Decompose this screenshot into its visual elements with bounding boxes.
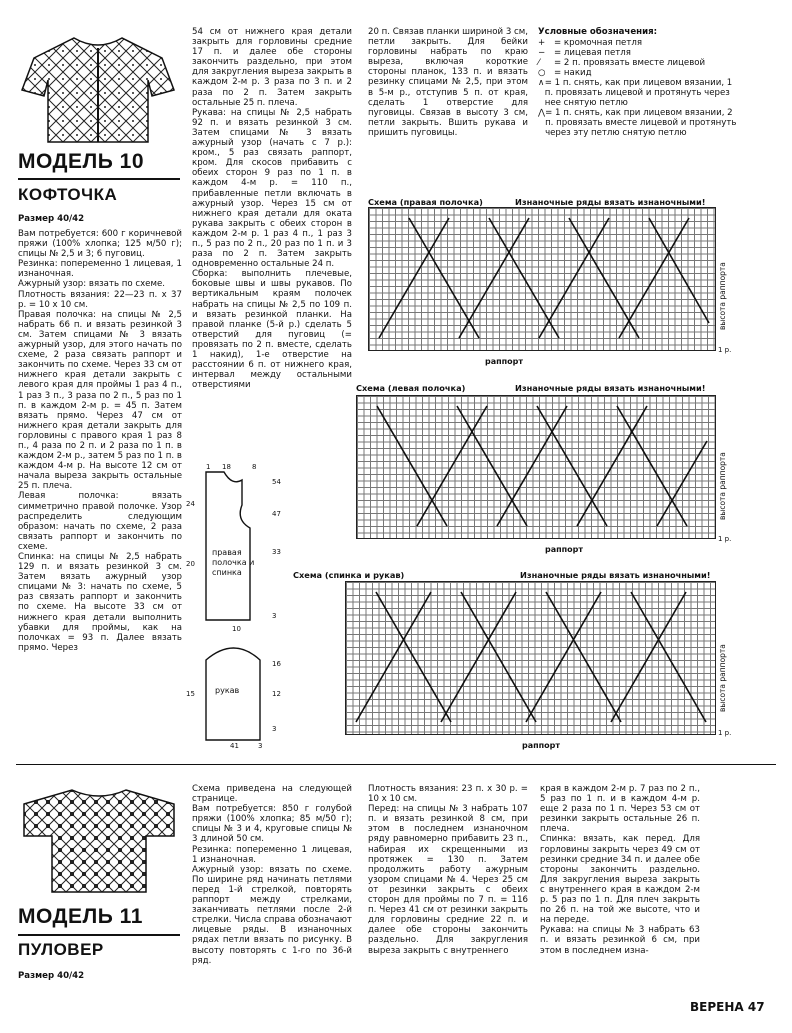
chart3-rapport: раппорт <box>522 741 561 750</box>
legend-item: ⁄ = 2 п. провязать вместе лицевой <box>538 58 706 68</box>
dim-label: 10 <box>232 625 241 633</box>
chart3-title: Схема (спинка и рукав) <box>293 570 405 580</box>
chart3-height-label: высота раппорта <box>718 644 727 712</box>
chart2-grid <box>356 395 716 539</box>
model10-name: КОФТОЧКА <box>18 185 118 204</box>
chart2-row-label: 1 р. <box>718 535 732 543</box>
magazine-name: ВЕРЕНА <box>690 1000 744 1014</box>
front-back-label: правая полочка и спинка <box>212 548 255 577</box>
dim-label: 54 <box>272 478 281 486</box>
dim-label: 16 <box>272 660 281 668</box>
section-divider <box>16 764 776 765</box>
chart1-note: Изнаночные ряды вязать изнаночными! <box>515 197 706 207</box>
dim-label: 3 <box>258 742 263 750</box>
model10-text-col1: Вам потребуется: 600 г коричневой пряжи (100% хлопка; 125 м/50 г); спицы № 2,5 и 3; 6 пуговиц. Резинка: попеременно 1 лицевая, 1 изнаночная. Ажурный узор: вязать по схеме. Плотность вязания: 22—23 п. х 37 р. = 10 х 10 см. Правая полочка: на спицы № 2,5 набрать 66 п. и вязать резинкой 3 см. Затем спицами № 3 вязать ажурный узор, для этого начать по схеме, 2 раза связать раппорт и закончить по схеме. Через 33 см от нижнего края детали закрыть с левого края для проймы 1 раз 4 п., 1 раз 3 п., 3 раза по 2 п., 5 раз по 1 п. в каждом 2-м р. = 45 п. Затем вязать прямо. Через 47 см от нижнего края детали закрыть для горловины с правого края 1 раз 8 п., 4 раза по 2 п. и 2 раза по 1 п. в каждом 2-м р., затем 5 раз по 1 п. в каждом 4-м р. На высоте 12 см от начала выреза закрыть остальные 25 п. плеча. Левая полочка: вязать симметрично правой полочке. Узор распределить следующим образом: начать по схеме, 2 раза связать раппорт и закончить по схеме. Спинка: на спицы № 2,5 набрать 129 п. и вязать резинкой 3 см. Затем вязать ажурный узор спицами № 3: начать по схеме, 5 раз связать раппорт и закончить по схеме. На высоте 33 см от нижнего края детали выполнить убавки для проймы, как на полочках = 93 п. Далее вязать прямо. Через <box>18 229 182 653</box>
sleeve-pattern <box>196 640 270 750</box>
chart3-note: Изнаночные ряды вязать изнаночными! <box>520 570 711 580</box>
pullover-illustration <box>18 784 180 896</box>
chart1-grid <box>368 207 716 351</box>
model10-title: МОДЕЛЬ 10 <box>18 150 145 173</box>
dim-label: 12 <box>272 690 281 698</box>
page-footer <box>690 1000 765 1014</box>
chart1-row-label: 1 р. <box>718 346 732 354</box>
dim-label: 33 <box>272 548 281 556</box>
chart1-height-label: высота раппорта <box>718 262 727 330</box>
chart2-title: Схема (левая полочка) <box>356 383 466 393</box>
dim-label: 41 <box>230 742 239 750</box>
chart3-row-label: 1 р. <box>718 729 732 737</box>
cardigan-illustration <box>14 30 182 148</box>
legend-item: ⋀ = 1 п. снять, как при лицевом вязании, 2 п. провязать вместе лицевой и протянуть через эту петлю снятую петлю <box>538 108 737 138</box>
model11-size: Размер 40/42 <box>18 971 85 981</box>
legend-item: ∧ = 1 п. снять, как при лицевом вязании, 1 п. провязать лицевой и протянуть через нее снятую петлю <box>538 78 733 108</box>
model10-text-col2: 54 см от нижнего края детали закрыть для горловины средние 17 п. и далее обе стороны закончить раздельно, при этом для закругления выреза закрыть в каждом 2-м р. 3 раза по 3 п. и 2 раза по 2 п. Затем закрыть остальные 25 п. плеча. Рукава: на спицы № 2,5 набрать 92 п. и вязать резинкой 3 см. Затем спицами № 3 вязать ажурный узор (начать с 7 р.): кром., 5 раз связать раппорт, кром. Для скосов прибавить с обеих сторон 9 раз по 1 п. в каждом 4-м р. = 110 п., прибавленные петли включать в ажурный узор. Через 15 см от нижнего края детали для оката рукава закрыть с обеих сторон в каждом 2-м р. 1 раз 4 п., 1 раз 3 п., 5 раз по 2 п., 20 раз по 1 п. и 3 раза по 2 п. Затем закрыть одновременно остальные 24 п. Сборка: выполнить плечевые, боковые швы и швы рукавов. По вертикальным краям полочек набрать на спицы № 2,5 по 109 п. и вязать резинкой планки. На правой планке (5-й р.) сделать 5 отверстий для пуговиц (= провязать по 2 п. вместе, сделать 1 накид), 1-е отверстие на расстоянии 6 п. от нижнего края, интервал между остальными отверстиями <box>192 27 352 391</box>
page-number: 47 <box>747 1000 765 1014</box>
model11-text-col1: Схема приведена на следующей странице. Вам потребуется: 850 г голубой пряжи (100% хлопка; 85 м/50 г); спицы № 3 и 4, круговые спицы № 3 длиной 50 см. Резинка: попеременно 1 лицевая, 1 изнаночная. Ажурный узор: вязать по схеме. По ширине ряд начинать петлями перед 1-й стрелкой, повторять раппорт между стрелками, заканчивать петлями после 2-й стрелки. Числа справа обозначают лицевые ряды. В изнаночных рядах петли вязать по рисунку. В высоту повторять с 1-го по 36-й ряд. <box>192 784 352 966</box>
model10-text-col3: 20 п. Связав планки шириной 3 см, петли закрыть. Для бейки горловины набрать по краю выреза, включая короткие стороны планок, 133 п. и вязать резинку спицами № 2,5, при этом в 5-м р., отступив 5 п. от края, сделать 1 отверстие для пуговицы. Связав в высоту 3 см, петли закрыть. Вшить рукава и пришить пуговицы. <box>368 27 528 138</box>
model10-size: Размер 40/42 <box>18 214 85 224</box>
dim-label: 1 <box>206 463 211 471</box>
chart2-rapport: раппорт <box>545 545 584 554</box>
legend-item: + = кромочная петля <box>538 38 643 48</box>
dim-label: 15 <box>186 690 195 698</box>
chart2-note: Изнаночные ряды вязать изнаночными! <box>515 383 706 393</box>
legend-title: Условные обозначения: <box>538 27 658 37</box>
dim-label: 8 <box>252 463 257 471</box>
chart1-title: Схема (правая полочка) <box>368 197 483 207</box>
legend-item: ○ = накид <box>538 68 592 78</box>
legend-list <box>538 38 738 138</box>
dim-label: 47 <box>272 510 281 518</box>
dim-label: 24 <box>186 500 195 508</box>
chart2-height-label: высота раппорта <box>718 452 727 520</box>
sleeve-label: рукав <box>215 686 240 695</box>
title-rule <box>18 178 180 180</box>
legend-item: − = лицевая петля <box>538 48 631 58</box>
chart1-rapport: раппорт <box>485 357 524 366</box>
model11-text-col2: Плотность вязания: 23 п. х 30 р. = 10 х 10 см. Перед: на спицы № 3 набрать 107 п. и вязать резинкой 8 см, при этом в последнем изнаночном ряду равномерно прибавить 23 п., набирая их скрещенными из протяжек = 130 п. Затем продолжить работу ажурным узором спицами № 4. Через 25 см от резинки закрыть с обеих сторон для проймы по 7 п. = 116 п. Через 41 см от резинки закрыть для горловины средние 22 п. и далее обе стороны закончить раздельно. Для закругления выреза закрыть с внутреннего <box>368 784 528 956</box>
model11-text-col3: края в каждом 2-м р. 7 раз по 2 п., 5 раз по 1 п. и в каждом 4-м р. еще 2 раза по 1 п. Через 53 см от резинки закрыть остальные 26 п. плеча. Спинка: вязать, как перед. Для горловины закрыть через 49 см от резинки средние 34 п. и далее обе стороны закончить раздельно. Для закругления выреза закрыть с внутреннего края в каждом 2-м р. 5 раз по 1 п. Для плеч закрыть по 26 п. на той же высоте, что и на переде. Рукава: на спицы № 3 набрать 63 п. и вязать резинкой 6 см, при этом в последнем изна- <box>540 784 700 956</box>
dim-label: 18 <box>222 463 231 471</box>
dim-label: 3 <box>272 725 277 733</box>
chart3-grid <box>345 581 716 735</box>
dim-label: 20 <box>186 560 195 568</box>
dim-label: 3 <box>272 612 277 620</box>
model11-title: МОДЕЛЬ 11 <box>18 905 143 928</box>
title-rule <box>18 934 180 936</box>
model11-name: ПУЛОВЕР <box>18 940 104 959</box>
